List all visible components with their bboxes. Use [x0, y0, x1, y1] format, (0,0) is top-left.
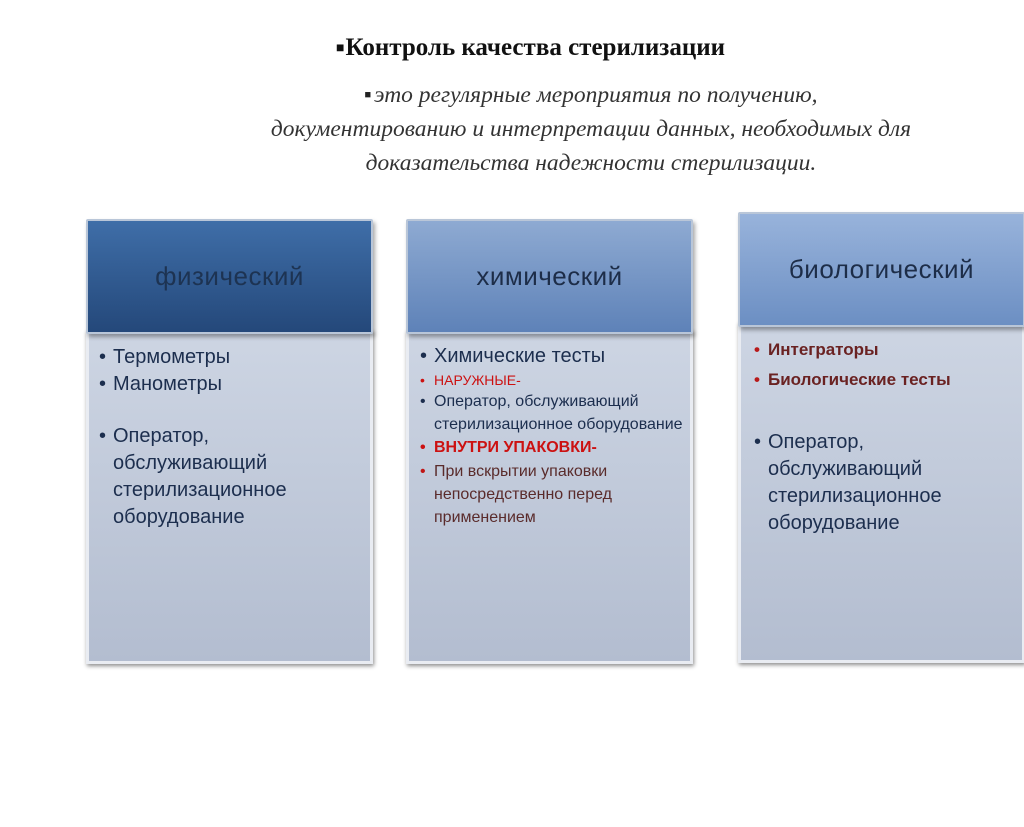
list-item: • Биологические тесты — [752, 365, 1022, 395]
chemical-list — [418, 343, 688, 529]
list-item: • Оператор, обслуживающий стерилизационное оборудование — [97, 423, 367, 531]
subtitle-line-2: документированию и интерпретации данных, необходимых для — [270, 116, 912, 142]
list-item: • Оператор, обслуживающий стерилизационное оборудование — [752, 429, 1022, 537]
list-item: • Термометры — [97, 344, 367, 371]
title-bullet: ■ — [336, 41, 345, 56]
physical-list — [97, 344, 367, 531]
list-item: • При вскрытии упаковки непосредственно перед применением — [418, 460, 688, 529]
slide-title — [336, 34, 936, 62]
list-item: • Интеграторы — [752, 335, 1022, 365]
subtitle-line-1: ■ это регулярные мероприятия по получению, — [364, 82, 818, 108]
list-item: • Оператор, обслуживающий стерилизационное оборудование — [418, 390, 688, 436]
list-item: • Манометры — [97, 371, 367, 398]
physical-header: физический — [86, 219, 373, 334]
list-item: • НАРУЖНЫЕ- — [418, 370, 688, 390]
list-item: • ВНУТРИ УПАКОВКИ- — [418, 436, 688, 460]
list-item: • Химические тесты — [418, 343, 688, 370]
title-text: Контроль качества стерилизации — [345, 34, 726, 61]
slide-subtitle — [176, 78, 1006, 180]
chemical-header: химический — [406, 219, 693, 334]
biological-header: биологический — [738, 212, 1024, 327]
subtitle-line-3: доказательства надежности стерилизации. — [365, 150, 817, 176]
biological-list — [752, 335, 1022, 537]
subtitle-bullet: ■ — [364, 89, 372, 101]
